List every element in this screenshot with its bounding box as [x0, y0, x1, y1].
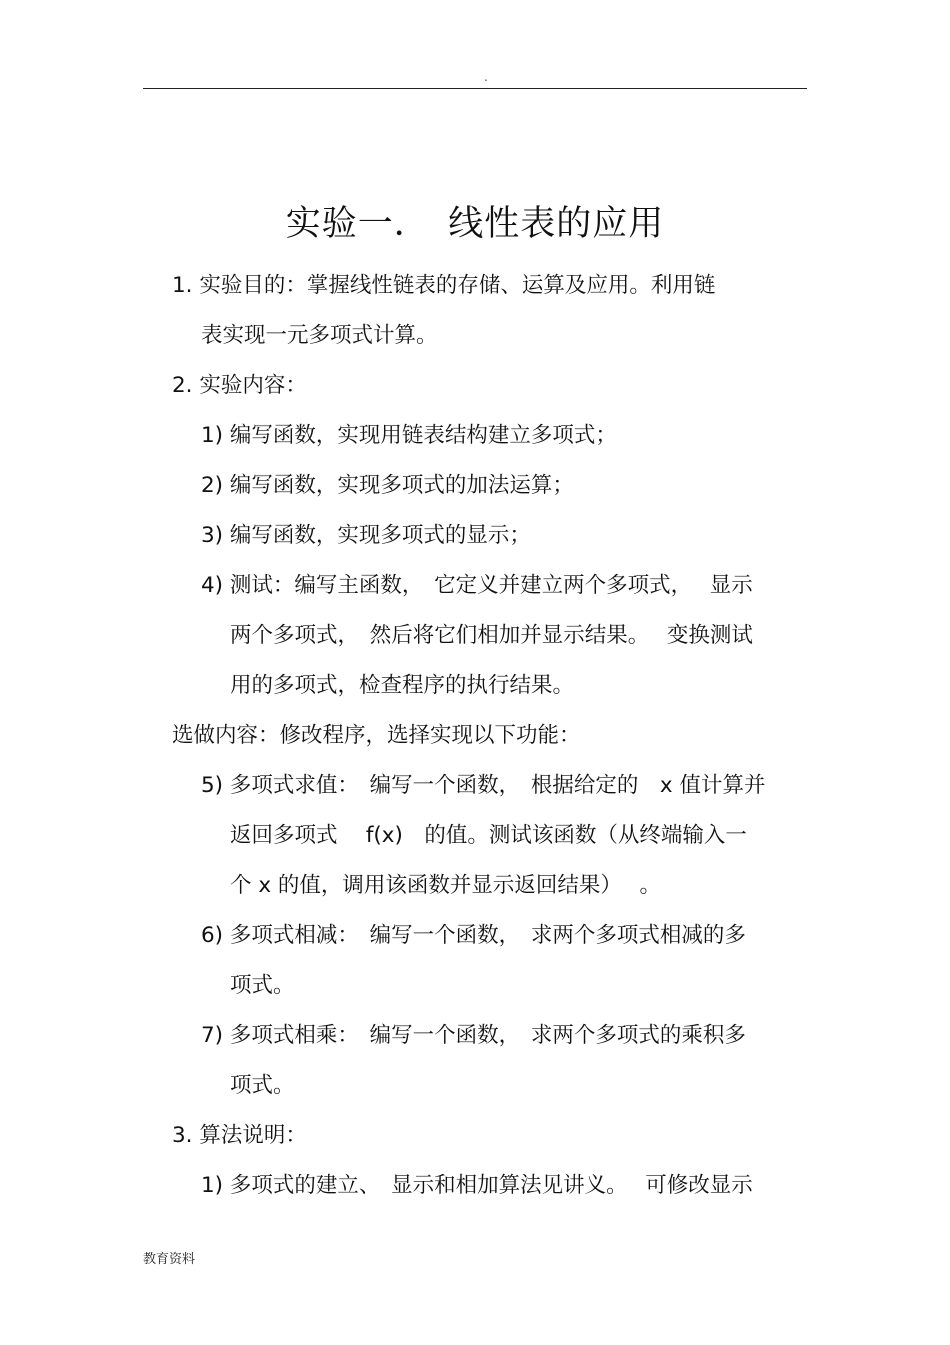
- content-item-4-cont-1: 两个多项式， 然后将它们相加并显示结果。 变换测试: [230, 623, 753, 648]
- content-item-4-cont-2: 用的多项式，检查程序的执行结果。: [230, 673, 575, 698]
- optional-item-7-cont: 项式。: [230, 1073, 295, 1098]
- content-item-1: 1) 编写函数，实现用链表结构建立多项式；: [201, 423, 617, 448]
- header-mark: .: [484, 70, 488, 84]
- section-2-heading: 2. 实验内容：: [172, 373, 307, 398]
- section-1-aim: 1. 实验目的：掌握线性链表的存储、运算及应用。利用链: [172, 273, 716, 298]
- optional-heading: 选做内容：修改程序，选择实现以下功能：: [172, 723, 581, 748]
- optional-item-7: 7) 多项式相乘： 编写一个函数， 求两个多项式的乘积多: [201, 1023, 746, 1048]
- optional-item-5-cont-1: 返回多项式 f(x) 的值。测试该函数（从终端输入一: [230, 823, 747, 848]
- page-title: 实验一． 线性表的应用: [285, 204, 665, 244]
- optional-item-5: 5) 多项式求值： 编写一个函数， 根据给定的 x 值计算并: [201, 773, 766, 798]
- optional-item-5-cont-2: 个 x 的值，调用该函数并显示返回结果） 。: [230, 873, 661, 898]
- section-3-heading: 3. 算法说明：: [172, 1123, 307, 1148]
- optional-item-6: 6) 多项式相减： 编写一个函数， 求两个多项式相减的多: [201, 923, 746, 948]
- header-rule: [143, 88, 807, 89]
- footer-label: 教育资料: [143, 1252, 196, 1267]
- section-1-aim-cont: 表实现一元多项式计算。: [201, 323, 438, 348]
- algorithm-item-1: 1) 多项式的建立、 显示和相加算法见讲义。 可修改显示: [201, 1173, 753, 1198]
- content-item-2: 2) 编写函数，实现多项式的加法运算；: [201, 473, 574, 498]
- optional-item-6-cont: 项式。: [230, 973, 295, 998]
- content-item-4: 4) 测试：编写主函数， 它定义并建立两个多项式， 显示: [201, 573, 753, 598]
- content-item-3: 3) 编写函数，实现多项式的显示；: [201, 523, 531, 548]
